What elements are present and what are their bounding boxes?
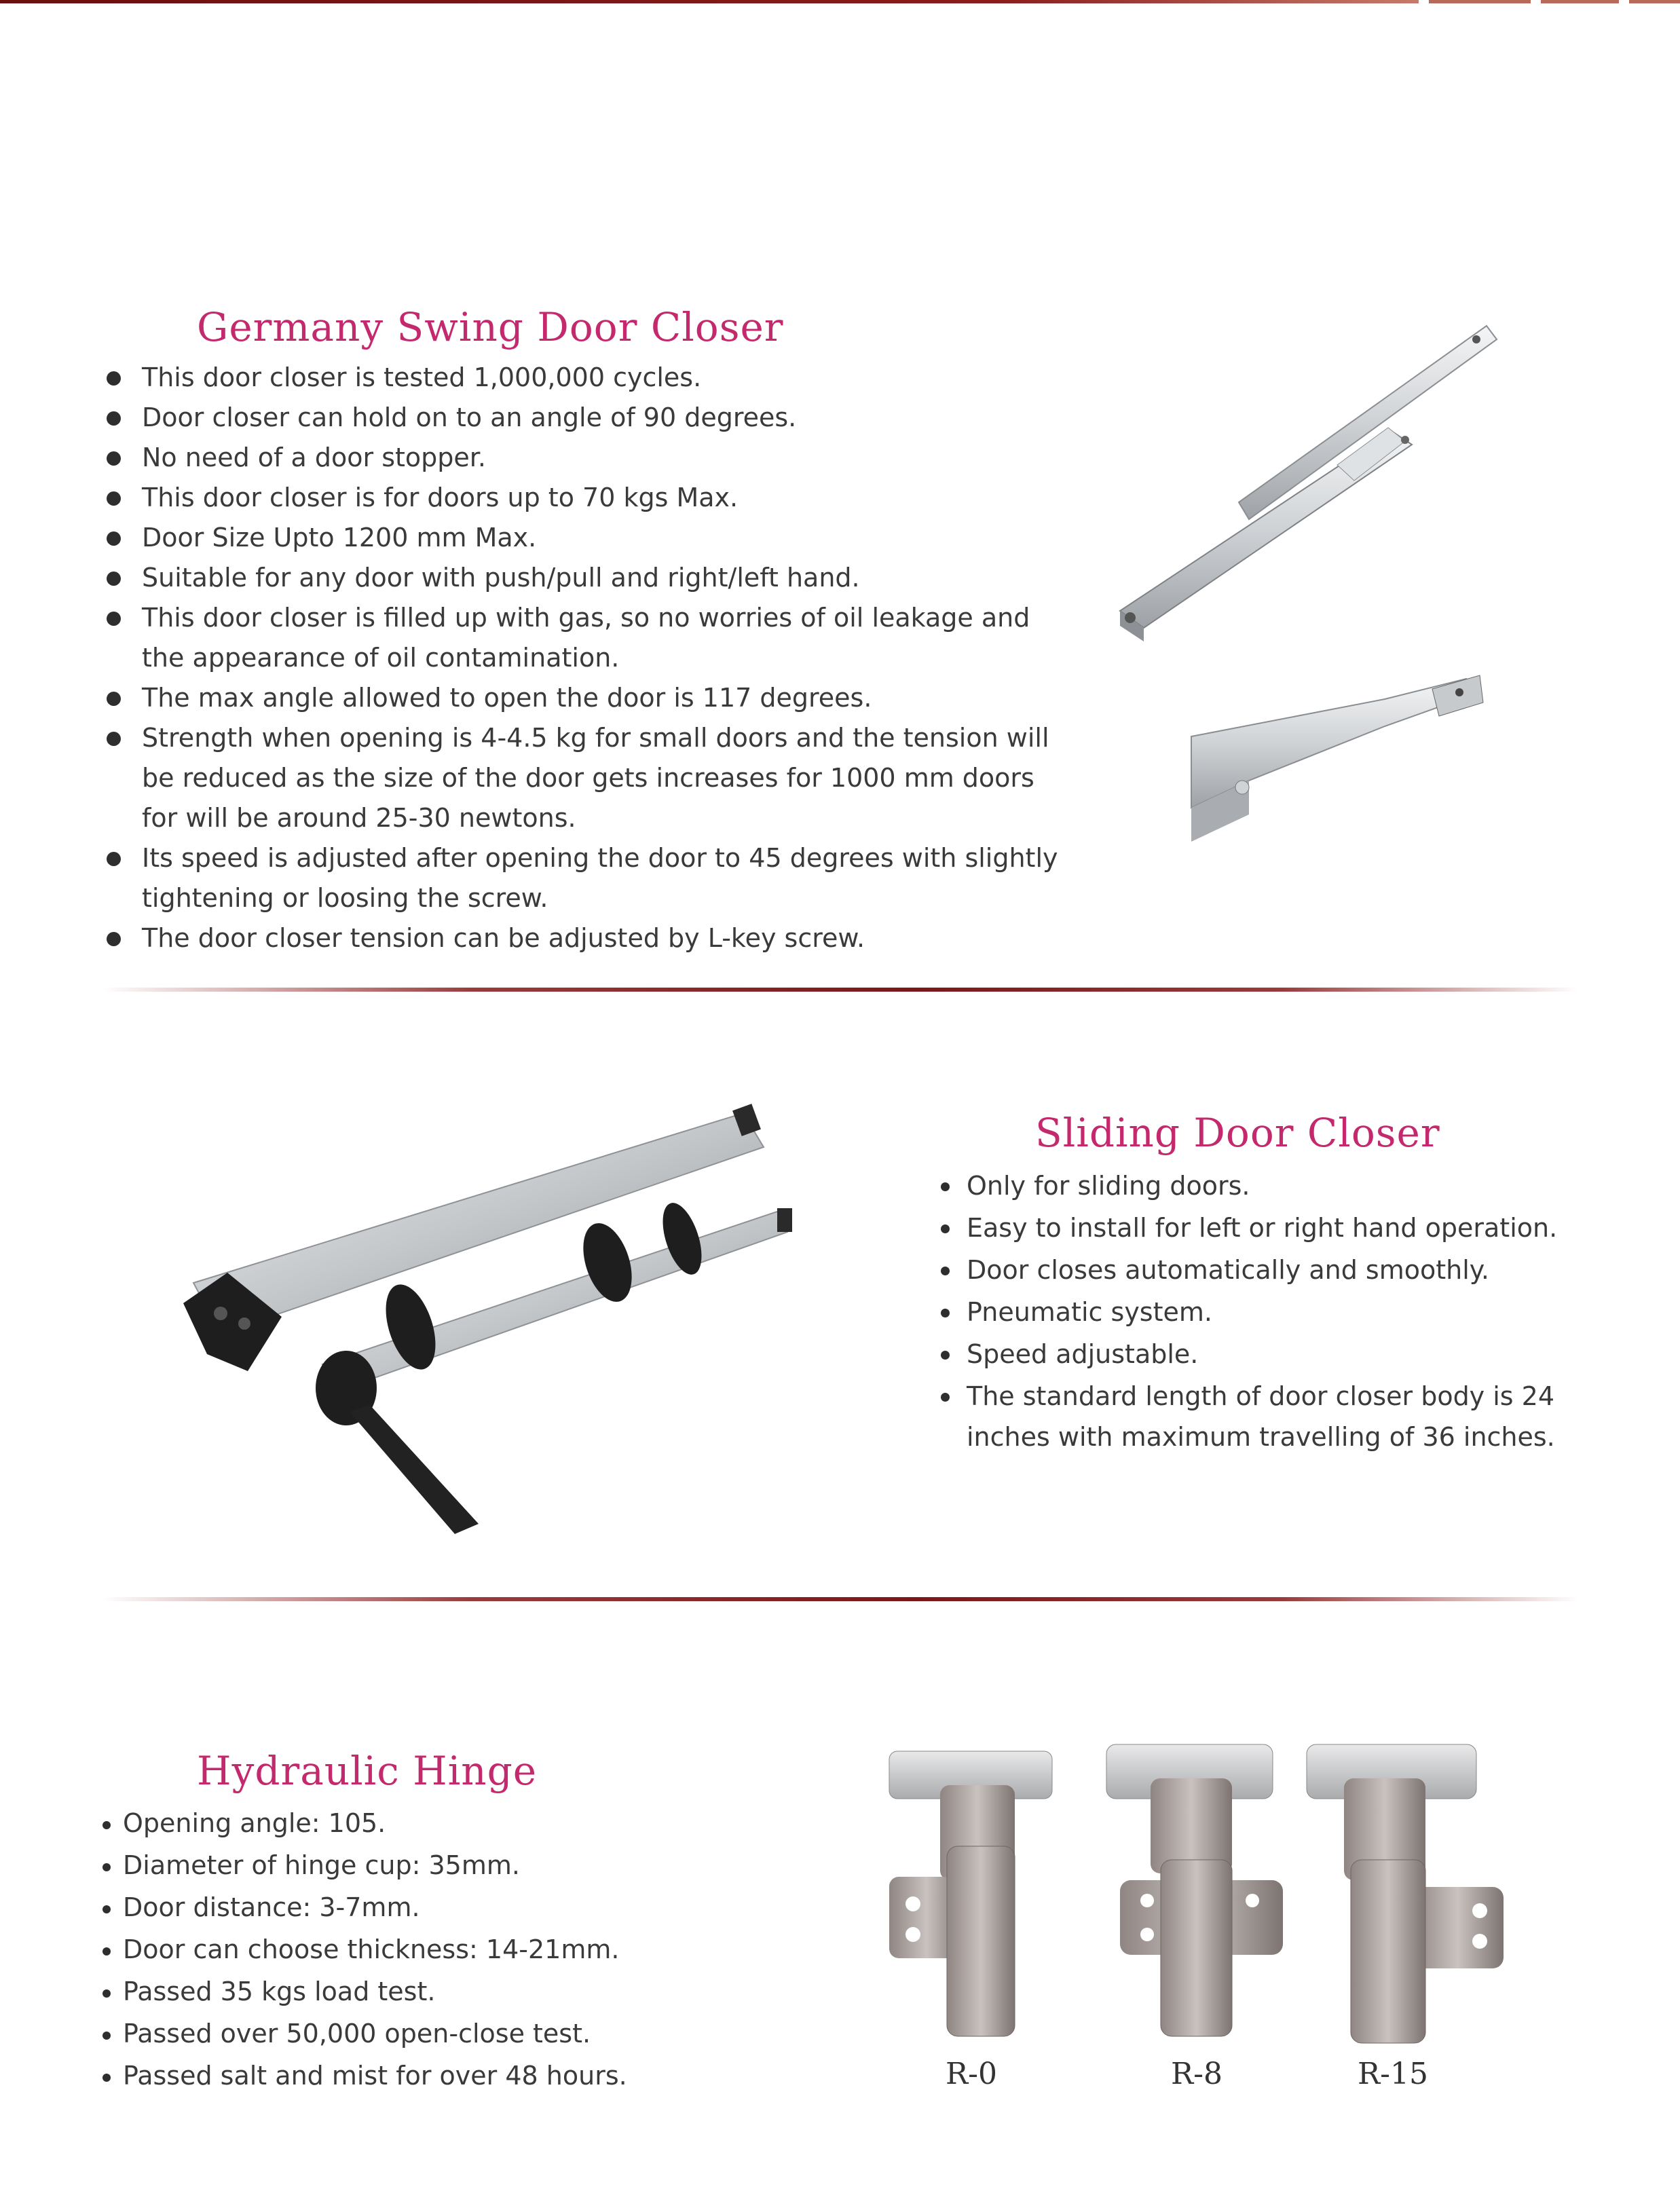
list-item: Opening angle: 105. xyxy=(100,1802,813,1844)
list-item: This door closer is for doors up to 70 kgs Max. xyxy=(107,478,1077,518)
sliding-closer-image xyxy=(180,1100,818,1541)
list-item: Easy to install for left or right hand operation. xyxy=(937,1208,1575,1248)
top-rule xyxy=(0,0,1419,3)
hinge-feature-list xyxy=(100,1802,813,2097)
hinge-images xyxy=(882,1738,1534,2050)
list-item: This door closer is filled up with gas, so no worries of oil leakage and the appearance of oil contamination. xyxy=(107,598,1077,678)
section-divider xyxy=(102,1597,1578,1601)
swing-closer-image xyxy=(1106,319,1500,645)
list-item: Speed adjustable. xyxy=(937,1334,1575,1374)
sliding-feature-list xyxy=(937,1165,1575,1459)
hinge-variant-label: R-8 xyxy=(1171,2057,1222,2091)
top-rule-segment xyxy=(1629,0,1680,3)
section-divider xyxy=(102,988,1578,992)
swing-title: Germany Swing Door Closer xyxy=(197,304,784,350)
hinge-title: Hydraulic Hinge xyxy=(197,1748,538,1794)
list-item: The door closer tension can be adjusted by L-key screw. xyxy=(107,918,1077,958)
sliding-title: Sliding Door Closer xyxy=(1035,1110,1440,1156)
hinge-variant-label: R-15 xyxy=(1358,2057,1428,2091)
hinge-r15-image xyxy=(1307,1744,1504,2043)
list-item: Diameter of hinge cup: 35mm. xyxy=(100,1844,813,1886)
list-item: Only for sliding doors. xyxy=(937,1165,1575,1206)
list-item: Passed over 50,000 open-close test. xyxy=(100,2013,813,2055)
list-item: Suitable for any door with push/pull and right/left hand. xyxy=(107,558,1077,598)
hinge-r8-image xyxy=(1106,1744,1283,2036)
list-item: No need of a door stopper. xyxy=(107,438,1077,478)
list-item: The standard length of door closer body is 24 inches with maximum travelling of 36 inches. xyxy=(937,1376,1575,1457)
list-item: Door Size Upto 1200 mm Max. xyxy=(107,518,1077,558)
list-item: Passed 35 kgs load test. xyxy=(100,1970,813,2013)
top-rule-segment xyxy=(1429,0,1531,3)
swing-closer-arm-image xyxy=(1181,672,1493,848)
list-item: Strength when opening is 4-4.5 kg for small doors and the tension will be reduced as the size of the door gets increases for 1000 mm doors for will be around 25-30 newtons. xyxy=(107,718,1077,838)
list-item: Door closer can hold on to an angle of 90 degrees. xyxy=(107,398,1077,438)
list-item: Its speed is adjusted after opening the door to 45 degrees with slightly tightening or loosing the screw. xyxy=(107,838,1077,918)
swing-feature-list xyxy=(107,358,1077,958)
list-item: Door can choose thickness: 14-21mm. xyxy=(100,1928,813,1970)
list-item: The max angle allowed to open the door is 117 degrees. xyxy=(107,678,1077,718)
list-item: Passed salt and mist for over 48 hours. xyxy=(100,2055,813,2097)
list-item: This door closer is tested 1,000,000 cycles. xyxy=(107,358,1077,398)
list-item: Door closes automatically and smoothly. xyxy=(937,1250,1575,1290)
hinge-r0-image xyxy=(889,1751,1052,2036)
list-item: Door distance: 3-7mm. xyxy=(100,1886,813,1928)
list-item: Pneumatic system. xyxy=(937,1292,1575,1332)
top-rule-segment xyxy=(1541,0,1619,3)
hinge-variant-label: R-0 xyxy=(946,2057,997,2091)
